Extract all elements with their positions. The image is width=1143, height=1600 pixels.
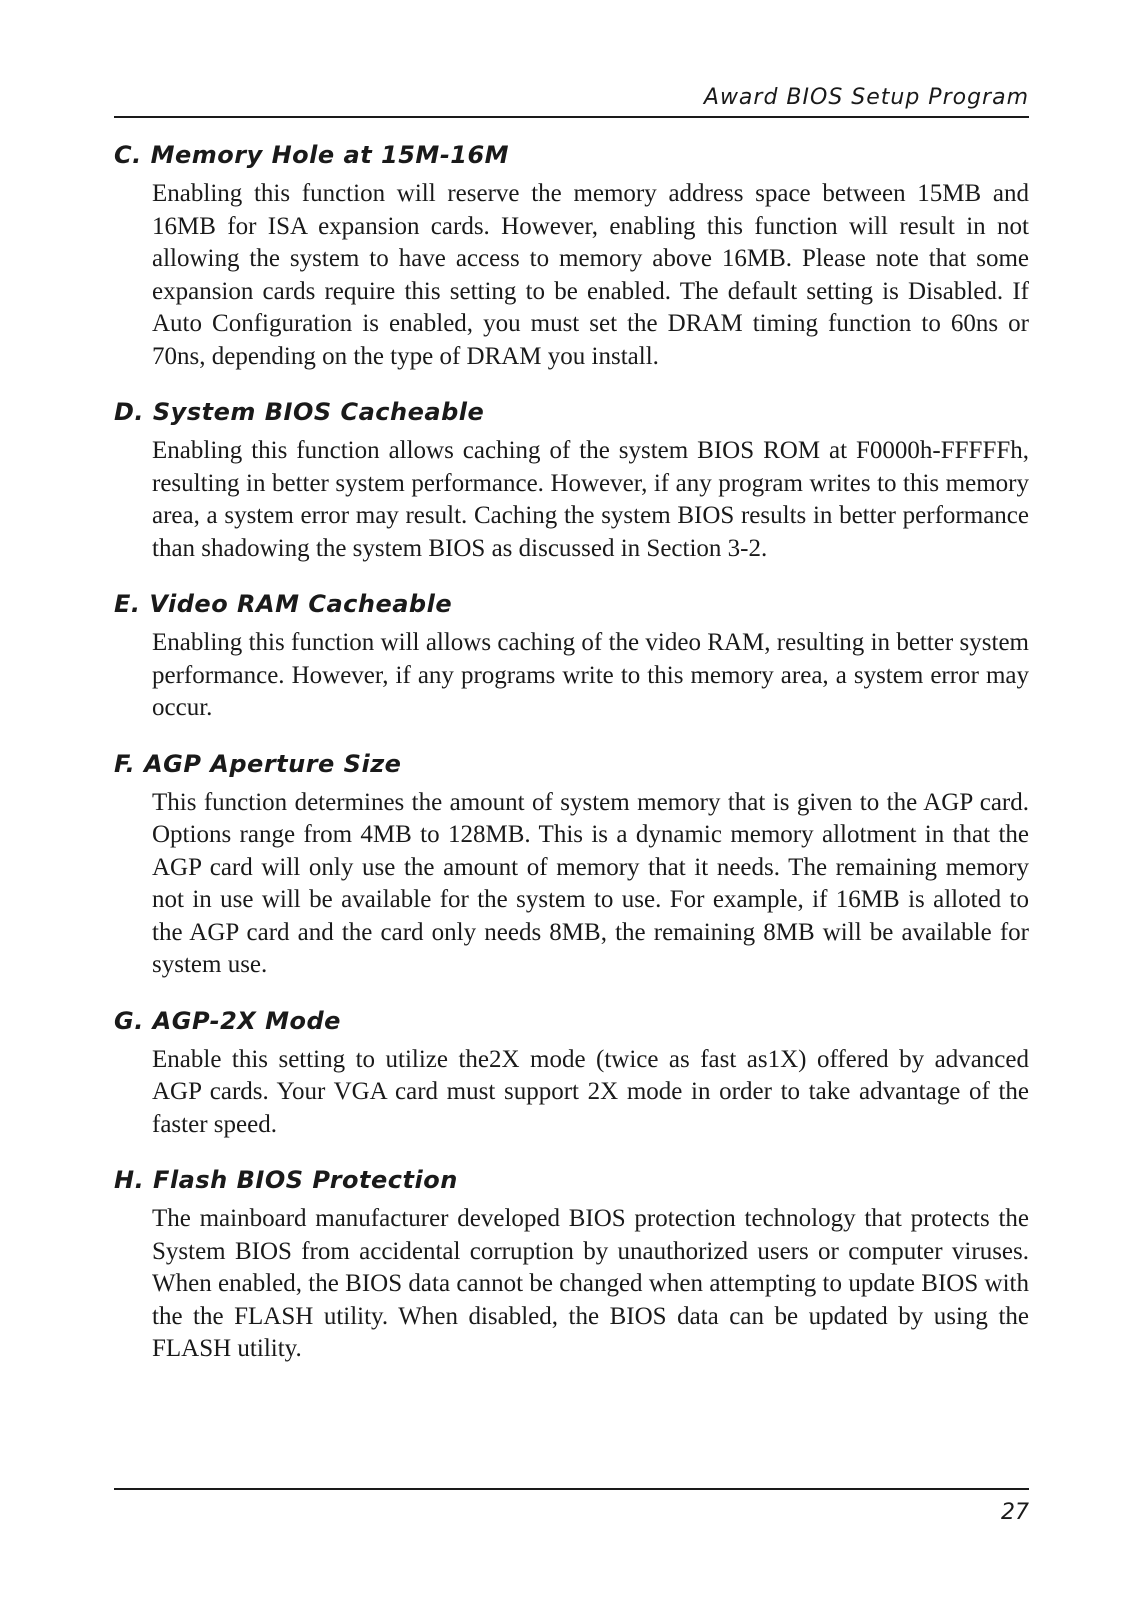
- section-heading: D. System BIOS Cacheable: [114, 398, 485, 426]
- section-heading: H. Flash BIOS Protection: [114, 1166, 458, 1194]
- section-heading: E. Video RAM Cacheable: [114, 590, 453, 618]
- section-video-ram-cacheable: [114, 587, 1029, 725]
- section-agp-aperture-size: [114, 747, 1029, 982]
- section-body: Enabling this function will allows caching of the video RAM, resulting in better system performance. However, if any programs write to this memory area, a system error may occur.: [152, 629, 1029, 721]
- section-body: The mainboard manufacturer developed BIOS protection technology that protects the System BIOS from accidental corruption by unauthorized users or computer viruses. When enabled, the BIOS data cannot be changed when attempting to update BIOS with the the FLASH utility. When disabled, the BIOS data can be updated by using the FLASH utility.: [152, 1205, 1029, 1362]
- page-header: [114, 78, 1029, 118]
- page-footer: [114, 1488, 1029, 1525]
- page-number: 27: [1001, 1500, 1029, 1525]
- section-heading: F. AGP Aperture Size: [114, 749, 402, 778]
- section-body: Enabling this function allows caching of the system BIOS ROM at F0000h-FFFFFh, resulting in better system performance. However, if any program writes to this memory area, a system error may result. Caching the system BIOS results in better performance than shadowing the system BIOS as discussed in Section 3-2.: [152, 437, 1029, 562]
- section-heading: G. AGP-2X Mode: [114, 1006, 341, 1035]
- section-flash-bios-protection: [114, 1163, 1029, 1366]
- section-heading: C. Memory Hole at 15M-16M: [114, 141, 510, 169]
- page-content: [114, 138, 1029, 1388]
- section-agp-2x-mode: [114, 1004, 1029, 1142]
- section-body: Enabling this function will reserve the memory address space between 15MB and 16MB for ISA expansion cards. However, enabling this function will result in not allowing the system to have access to memory above 16MB. Please note that some expansion cards require this setting to be enabled. The default setting is Disabled. If Auto Configuration is enabled, you must set the DRAM timing function to 60ns or 70ns, depending on the type of DRAM you install.: [152, 180, 1029, 370]
- section-body: Enable this setting to utilize the2X mode (twice as fast as1X) offered by advanced AGP cards. Your VGA card must support 2X mode in order to take advantage of the faster speed.: [152, 1045, 1029, 1138]
- section-body: This function determines the amount of system memory that is given to the AGP card. Options range from 4MB to 128MB. This is a dynamic memory allotment in that the AGP card will only use the amount of memory that it needs. The remaining memory not in use will be available for the system to use. For example, if 16MB is alloted to the AGP card and the card only needs 8MB, the remaining 8MB will be available for system use.: [152, 788, 1029, 978]
- section-system-bios-cacheable: [114, 395, 1029, 565]
- section-memory-hole: [114, 138, 1029, 373]
- header-title: Award BIOS Setup Program: [703, 85, 1029, 110]
